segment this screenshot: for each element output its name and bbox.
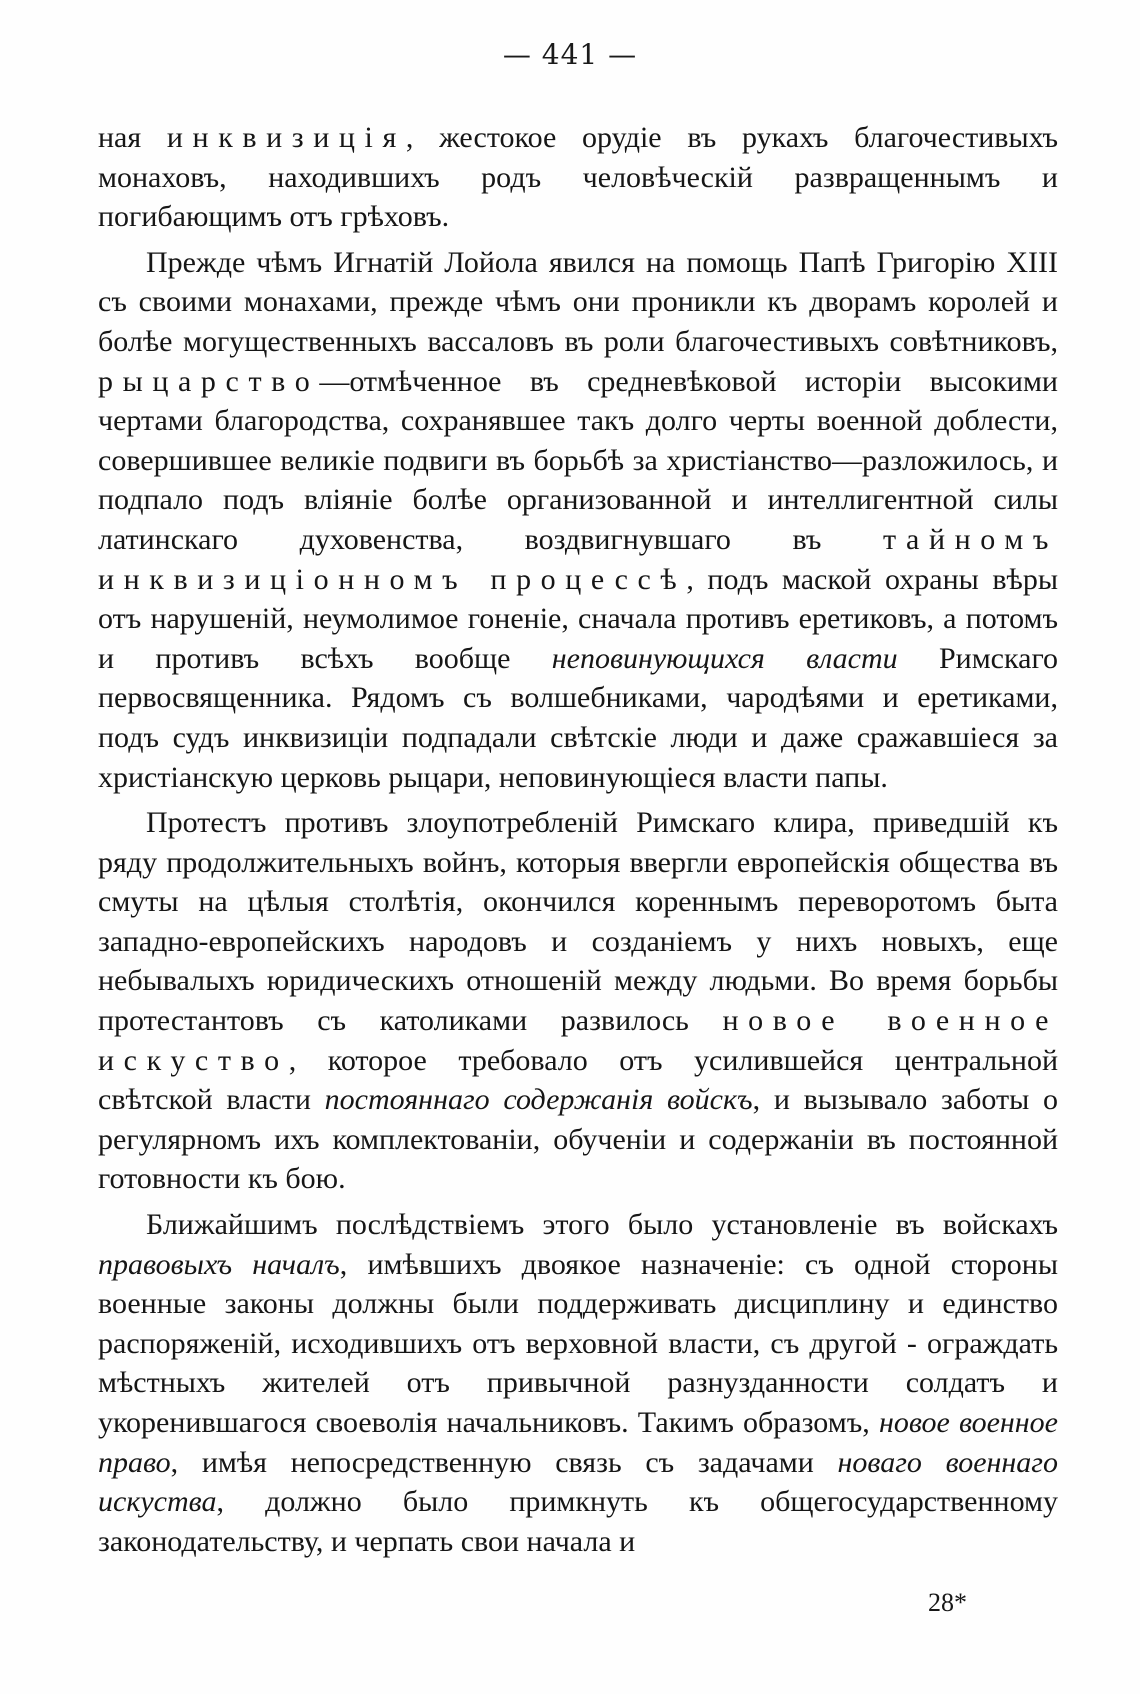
- italic-term: неповинующихся власти: [551, 641, 898, 675]
- italic-term: правовыхъ началъ: [98, 1247, 340, 1281]
- italic-term: новое военное право: [98, 1406, 1058, 1479]
- italic-term: постояннаго содержанія войскъ: [324, 1083, 753, 1117]
- text-run: , имѣвшихъ двоякое назначеніе: съ одной стороны военные законы должны были поддерживать дисциплину и единство распоряженій, исходившихъ отъ верховной власти, съ другой - ограждать мѣстныхъ жителей отъ привычной разнузданности солдатъ и укоренившагося своеволія начальниковъ. Такимъ образомъ,: [98, 1247, 1058, 1439]
- text-run: , и вызывало заботы о регулярномъ ихъ комплектованіи, обученіи и содержаніи въ постоянной готовности къ бою.: [98, 1083, 1058, 1196]
- text-run: Протестъ противъ злоупотребленій Римскаго клира, приведшій къ ряду продолжительныхъ войнъ, которыя ввергли европейскія общества въ смуты на цѣлыя столѣтія, окончился кореннымъ переворотомъ быта западно-европейскихъ народовъ и созданіемъ у нихъ новыхъ, еще небывалыхъ юридическихъ отношеній между людьми. Во время борьбы протестантовъ съ католиками развилось: [98, 806, 1058, 1038]
- spaced-term: тайномъ инквизиціонномъ процессѣ: [98, 522, 1058, 596]
- text-run: Римскаго первосвященника. Рядомъ съ волшебниками, чародѣями и еретиками, подъ судъ инквизиціи подпадали свѣтскіе люди и даже сражавшіеся за христіанскую церковь рыцари, неповинующіеся власти папы.: [98, 641, 1058, 794]
- spaced-term: новое военное искуство: [98, 1004, 1058, 1077]
- paragraph-3: [98, 803, 1058, 1199]
- italic-term: новаго военнаго искуства: [98, 1445, 1058, 1519]
- text-run: Ближайшимъ послѣдствіемъ этого было установленіе въ войскахъ: [146, 1208, 1058, 1242]
- text-run: —отмѣченное въ средневѣковой исторіи высокими чертами благородства, сохранявшее такъ долго черты военной доблести, совершившее великіе подвиги въ борьбѣ за христіанство—разложилось, и подпало подъ вліяніе болѣе организованной и интеллигентной силы латинскаго духовенства, воздвигнувшаго въ: [98, 364, 1058, 556]
- text-run: , должно было примкнуть къ общегосударственному законодательству, и черпать свои начала и: [98, 1485, 1058, 1558]
- body-text: [98, 118, 1058, 1567]
- text-run: , подъ маской охраны вѣры отъ нарушеній, неумолимое гоненіе, сначала противъ еретиковъ, а потомъ и противъ всѣхъ вообще: [98, 562, 1058, 675]
- printer-signature-mark: 28*: [928, 1588, 967, 1617]
- text-run: Прежде чѣмъ Игнатій Лойола явился на помощь Папѣ Григорію XIII съ своими монахами, прежде чѣмъ они проникли къ дворамъ королей и болѣе могущественныхъ вассаловъ въ роли благочестивыхъ совѣтниковъ,: [98, 245, 1058, 358]
- paragraph-1: [98, 118, 1058, 237]
- spaced-term: рыцарство: [98, 364, 320, 398]
- text-run: , жестокое орудіе въ рукахъ благочестивыхъ монаховъ, находившихъ родъ человѣческій развращеннымъ и погибающимъ отъ грѣховъ.: [98, 121, 1058, 234]
- spaced-term: инквизиція: [166, 121, 406, 154]
- page-number: — 441 —: [502, 38, 638, 71]
- text-run: , которое требовало отъ усилившейся центральной свѣтской власти: [98, 1043, 1058, 1117]
- text-run: ная: [98, 121, 167, 154]
- paragraph-2: [98, 243, 1058, 797]
- paragraph-4: [98, 1205, 1058, 1561]
- text-run: , имѣя непосредственную связь съ задачами: [170, 1445, 838, 1479]
